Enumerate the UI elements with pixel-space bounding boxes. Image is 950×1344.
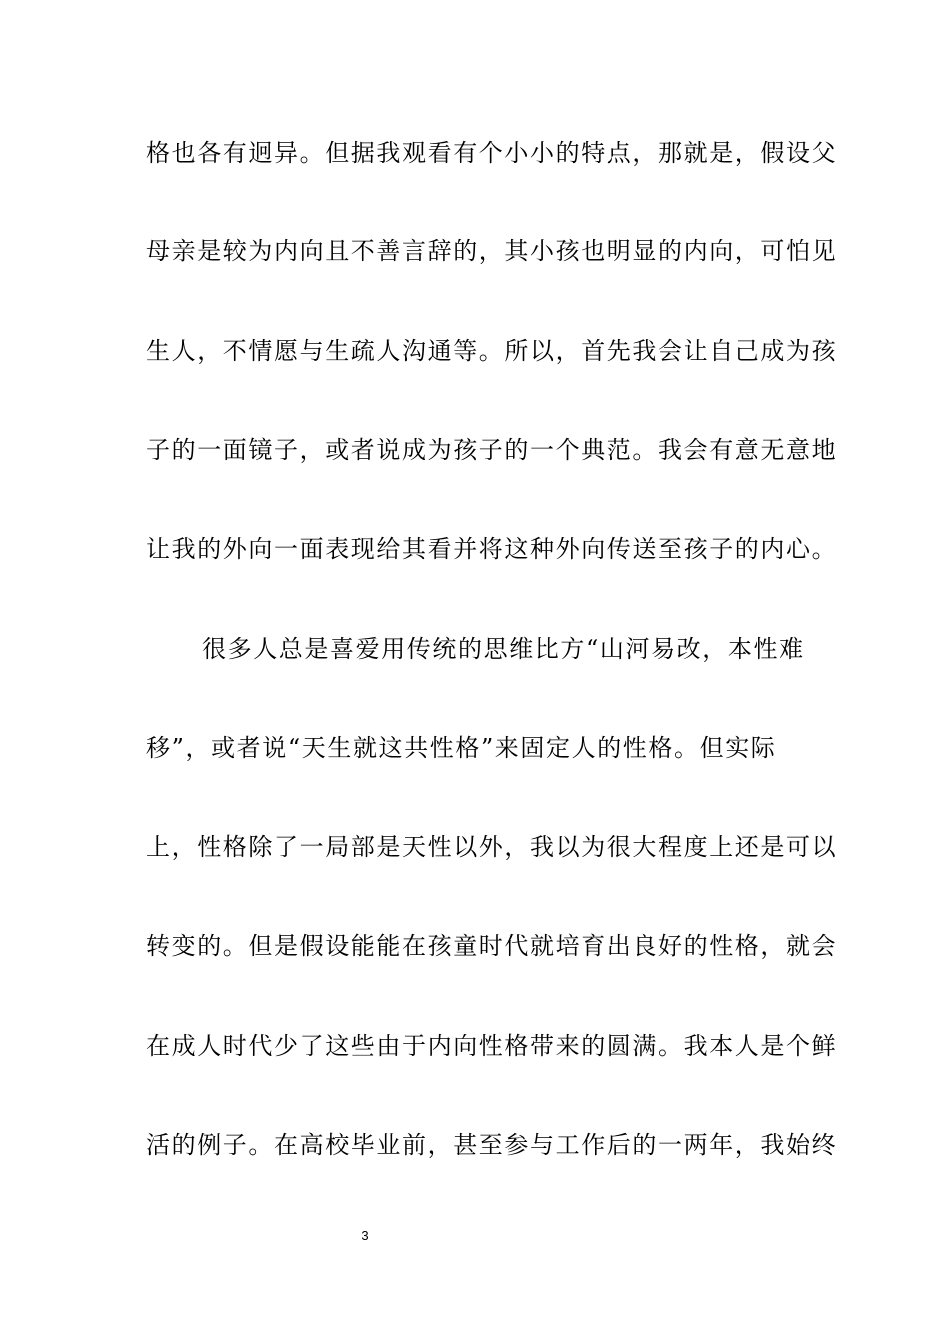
text-line-5: 让我的外向一面表现给其看并将这种外向传送至孩子的内心。 <box>146 535 838 563</box>
page-number: 3 <box>361 1228 369 1243</box>
text-line-4: 子的一面镜子，或者说成为孩子的一个典范。我会有意无意地 <box>146 436 838 464</box>
text-line-8: 上，性格除了一局部是天性以外，我以为很大程度上还是可以 <box>146 833 838 861</box>
paragraph-start-line: 很多人总是喜爱用传统的思维比方“山河易改，本性难 <box>202 635 805 663</box>
text-line-3: 生人，不情愿与生疏人沟通等。所以，首先我会让自己成为孩 <box>146 337 838 365</box>
text-line-11: 活的例子。在高校毕业前，甚至参与工作后的一两年，我始终 <box>146 1131 838 1159</box>
text-line-7: 移”，或者说“天生就这共性格”来固定人的性格。但实际 <box>146 734 777 762</box>
text-line-2: 母亲是较为内向且不善言辞的，其小孩也明显的内向，可怕见 <box>146 237 838 265</box>
text-line-10: 在成人时代少了这些由于内向性格带来的圆满。我本人是个鲜 <box>146 1032 838 1060</box>
text-line-9: 转变的。但是假设能能在孩童时代就培育出良好的性格，就会 <box>146 932 838 960</box>
text-line-1: 格也各有迥异。但据我观看有个小小的特点，那就是，假设父 <box>146 139 838 167</box>
